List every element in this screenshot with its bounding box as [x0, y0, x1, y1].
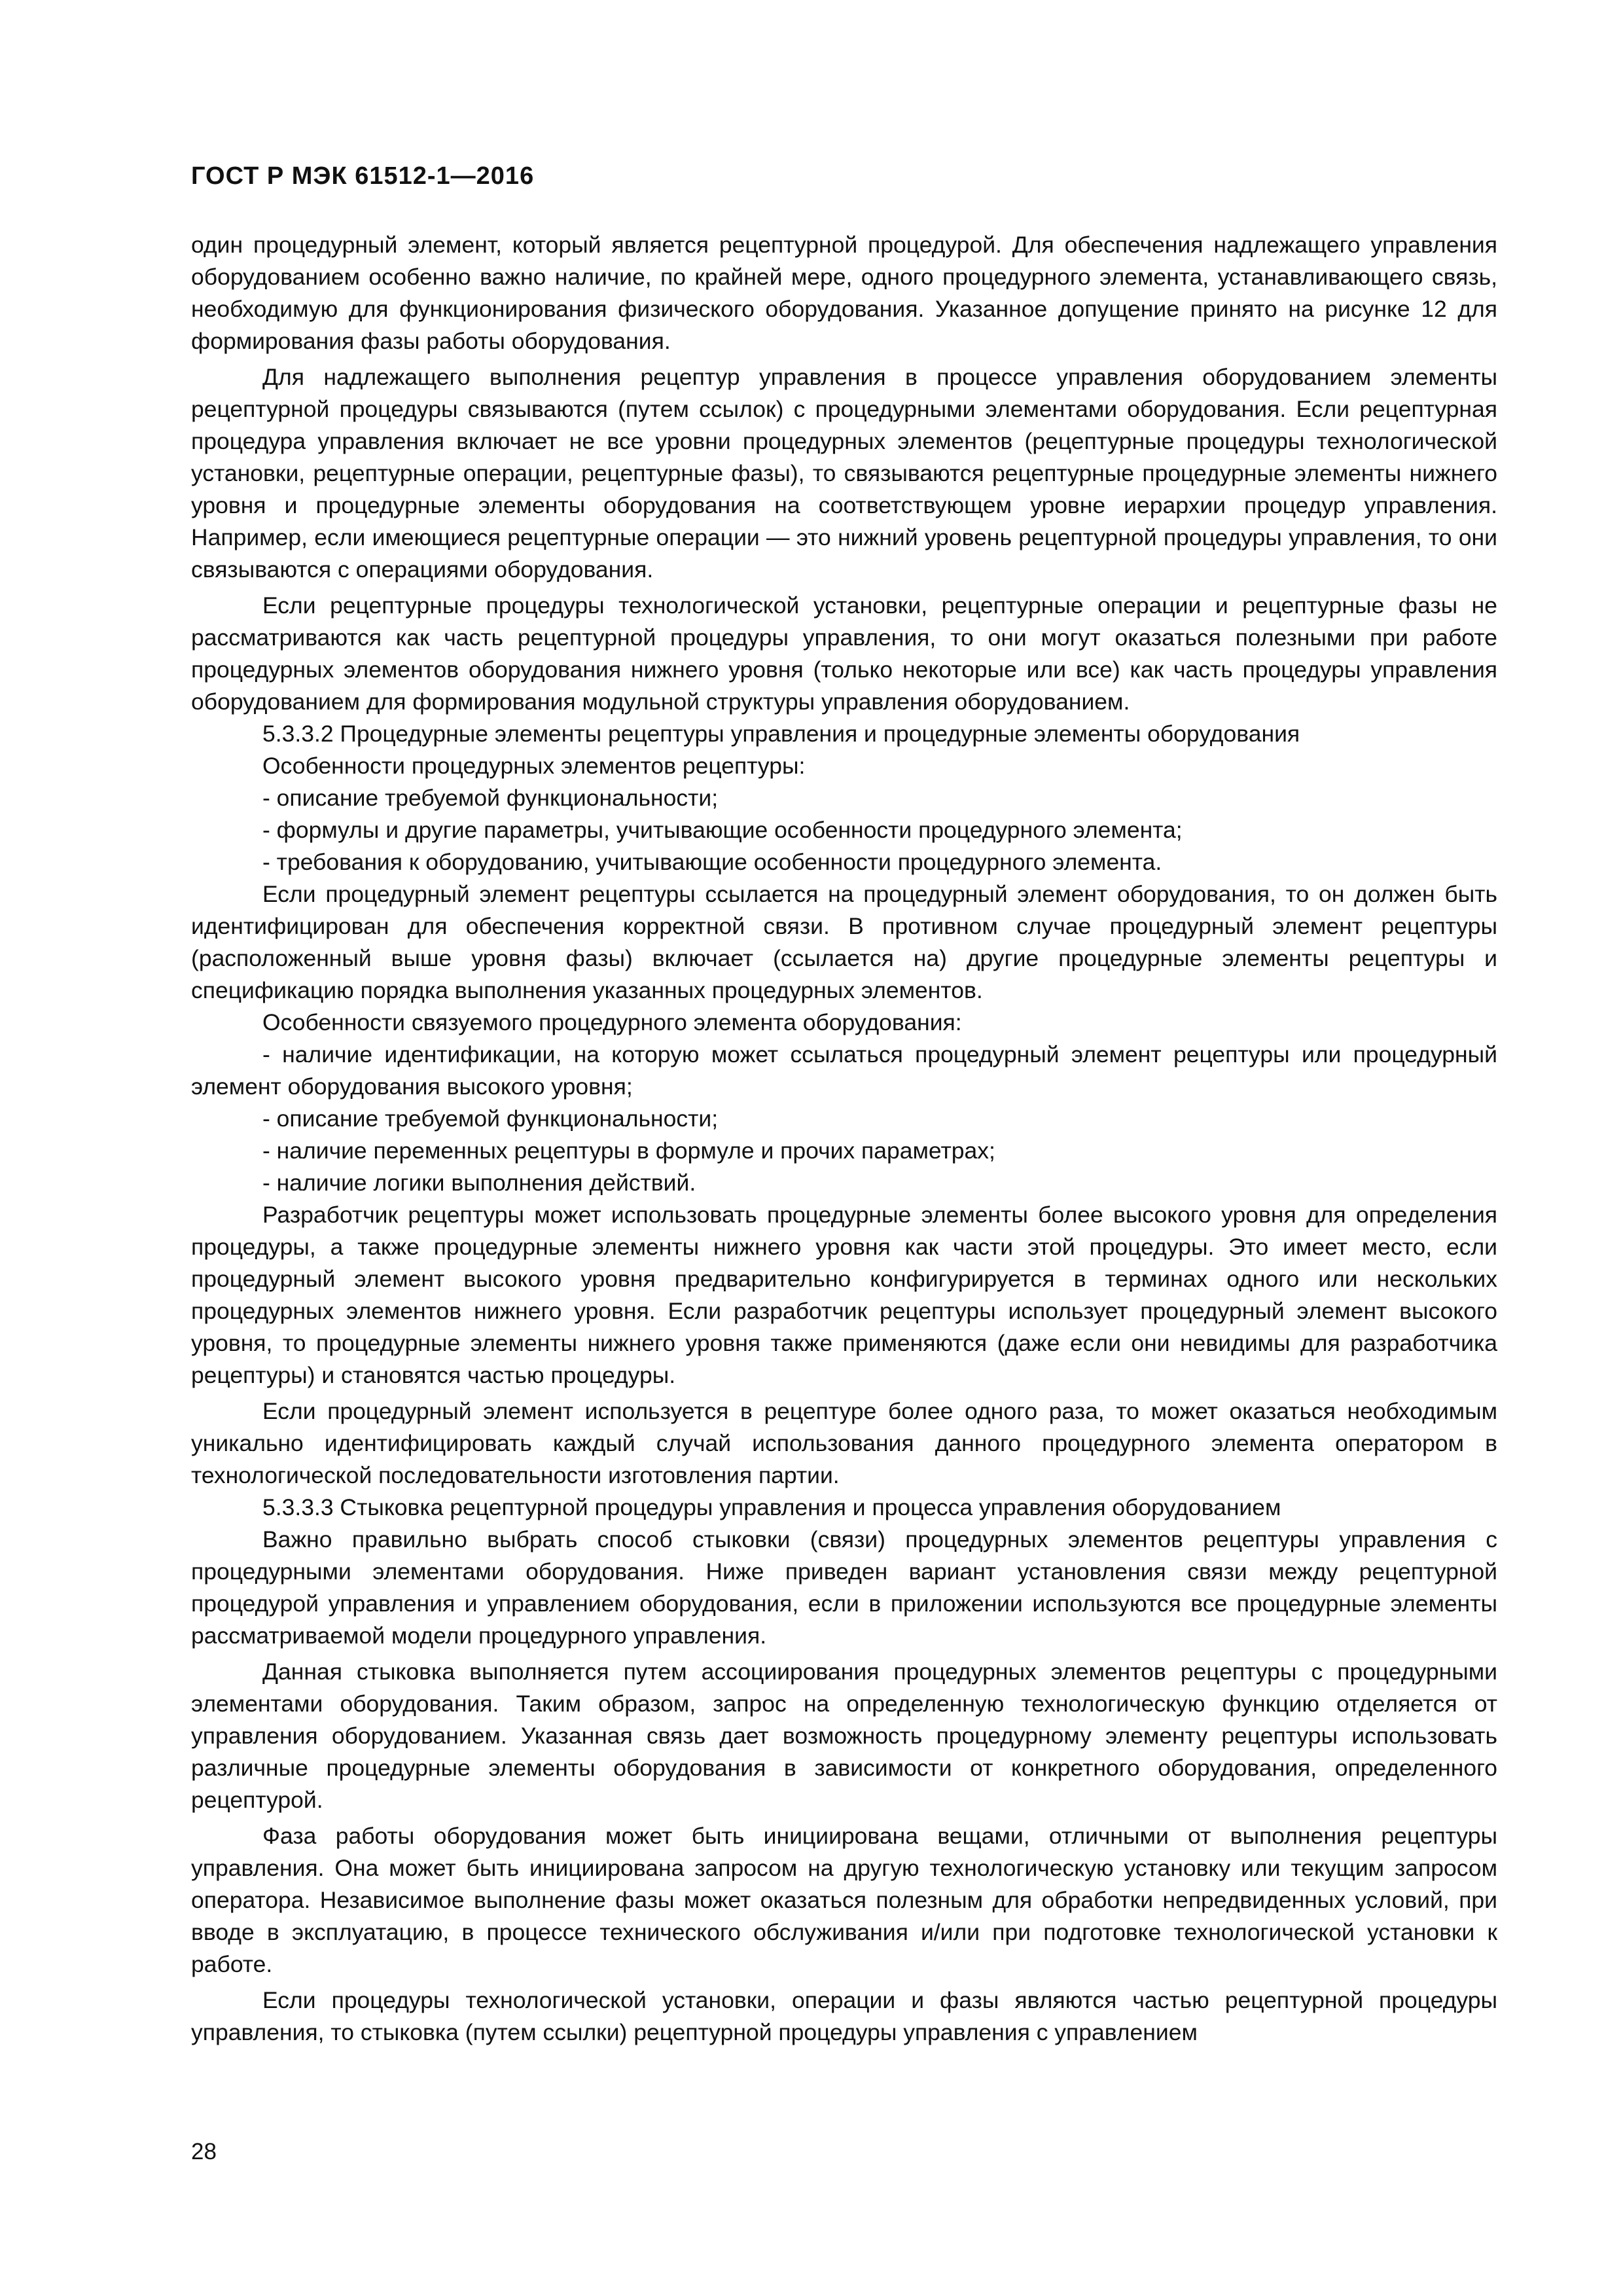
paragraph: Важно правильно выбрать способ стыковки (связи) процедурных элементов рецептуры управления с процедурными элементами оборудования. Ниже приведен вариант установления связи между рецептурной процедурой управления и управлением оборудования, если в приложении используются все процедурные элементы рассматриваемой модели процедурного управления. — [191, 1526, 1497, 1649]
document-header-code: ГОСТ Р МЭК 61512-1—2016 — [191, 162, 535, 190]
paragraph: один процедурный элемент, который является рецептурной процедурой. Для обеспечения надлежащего управления оборудованием особенно важно наличие, по крайней мере, одного процедурного элемента, устанавливающего связь, необходимую для функционирования физического оборудования. Указанное допущение принято на рисунке 12 для формирования фазы работы оборудования. — [191, 232, 1497, 354]
paragraph: Данная стыковка выполняется путем ассоциирования процедурных элементов рецептуры с процедурными элементами оборудования. Таким образом, запрос на определенную технологическую функцию отделяется от управления оборудованием. Указанная связь дает возможность процедурному элементу рецептуры использовать различные процедурные элементы оборудования в зависимости от конкретного оборудования, определенного рецептурой. — [191, 1659, 1497, 1813]
list-item: - формулы и другие параметры, учитывающие особенности процедурного элемента; — [262, 817, 1183, 843]
paragraph: Если рецептурные процедуры технологической установки, рецептурные операции и рецептурные фазы не рассматриваются как часть рецептурной процедуры управления, то они могут оказаться полезными при работе процедурных элементов оборудования нижнего уровня (только некоторые или все) как часть процедуры управления оборудованием для формирования модульной структуры управления оборудованием. — [191, 592, 1497, 715]
paragraph: Особенности процедурных элементов рецептуры: — [262, 753, 806, 779]
list-item: - требования к оборудованию, учитывающие особенности процедурного элемента. — [262, 849, 1162, 875]
paragraph: Если процедуры технологической установки, операции и фазы являются частью рецептурной процедуры управления, то стыковка (путем ссылки) рецептурной процедуры управления с управлением — [191, 1987, 1497, 2045]
paragraph: Особенности связуемого процедурного элемента оборудования: — [262, 1009, 962, 1035]
list-item: - наличие переменных рецептуры в формуле и прочих параметрах; — [262, 1138, 995, 1164]
list-item: - наличие идентификации, на которую может ссылаться процедурный элемент рецептуры или процедурный элемент оборудования высокого уровня; — [191, 1041, 1497, 1100]
paragraph: Для надлежащего выполнения рецептур управления в процессе управления оборудованием элементы рецептурной процедуры связываются (путем ссылок) с процедурными элементами оборудования. Если рецептурная процедура управления включает не все уровни процедурных элементов (рецептурные процедуры технологической установки, рецептурные операции, рецептурные фазы), то связываются рецептурные процедурные элементы нижнего уровня и процедурные элементы оборудования на соответствующем уровне иерархии процедур управления. Например, если имеющиеся рецептурные операции — это нижний уровень рецептурной процедуры управления, то они связываются с операциями оборудования. — [191, 364, 1497, 583]
page-number: 28 — [191, 2139, 217, 2164]
list-item: - описание требуемой функциональности; — [262, 1105, 719, 1132]
section-heading-5-3-3-3: 5.3.3.3 Стыковка рецептурной процедуры управления и процесса управления оборудованием — [262, 1494, 1281, 1520]
list-item: - описание требуемой функциональности; — [262, 785, 719, 811]
section-heading-5-3-3-2: 5.3.3.2 Процедурные элементы рецептуры управления и процедурные элементы оборудования — [262, 721, 1300, 747]
document-body — [191, 229, 1497, 2049]
list-item: - наличие логики выполнения действий. — [262, 1170, 696, 1196]
paragraph: Фаза работы оборудования может быть инициирована вещами, отличными от выполнения рецептуры управления. Она может быть инициирована запросом на другую технологическую установку или текущим запросом оператора. Независимое выполнение фазы может оказаться полезным для обработки непредвиденных условий, при вводе в эксплуатацию, в процессе технического обслуживания и/или при подготовке технологической установки к работе. — [191, 1823, 1497, 1977]
paragraph: Если процедурный элемент рецептуры ссылается на процедурный элемент оборудования, то он должен быть идентифицирован для обеспечения корректной связи. В противном случае процедурный элемент рецептуры (расположенный выше уровня фазы) включает (ссылается на) другие процедурные элементы рецептуры и спецификацию порядка выполнения указанных процедурных элементов. — [191, 881, 1497, 1003]
paragraph: Если процедурный элемент используется в рецептуре более одного раза, то может оказаться необходимым уникально идентифицировать каждый случай использования данного процедурного элемента оператором в технологической последовательности изготовления партии. — [191, 1398, 1497, 1488]
paragraph: Разработчик рецептуры может использовать процедурные элементы более высокого уровня для определения процедуры, а также процедурные элементы нижнего уровня как части этой процедуры. Это имеет место, если процедурный элемент высокого уровня предварительно конфигурируется в терминах одного или нескольких процедурных элементов нижнего уровня. Если разработчик рецептуры использует процедурный элемент высокого уровня, то процедурные элементы нижнего уровня также применяются (даже если они невидимы для разработчика рецептуры) и становятся частью процедуры. — [191, 1202, 1497, 1388]
